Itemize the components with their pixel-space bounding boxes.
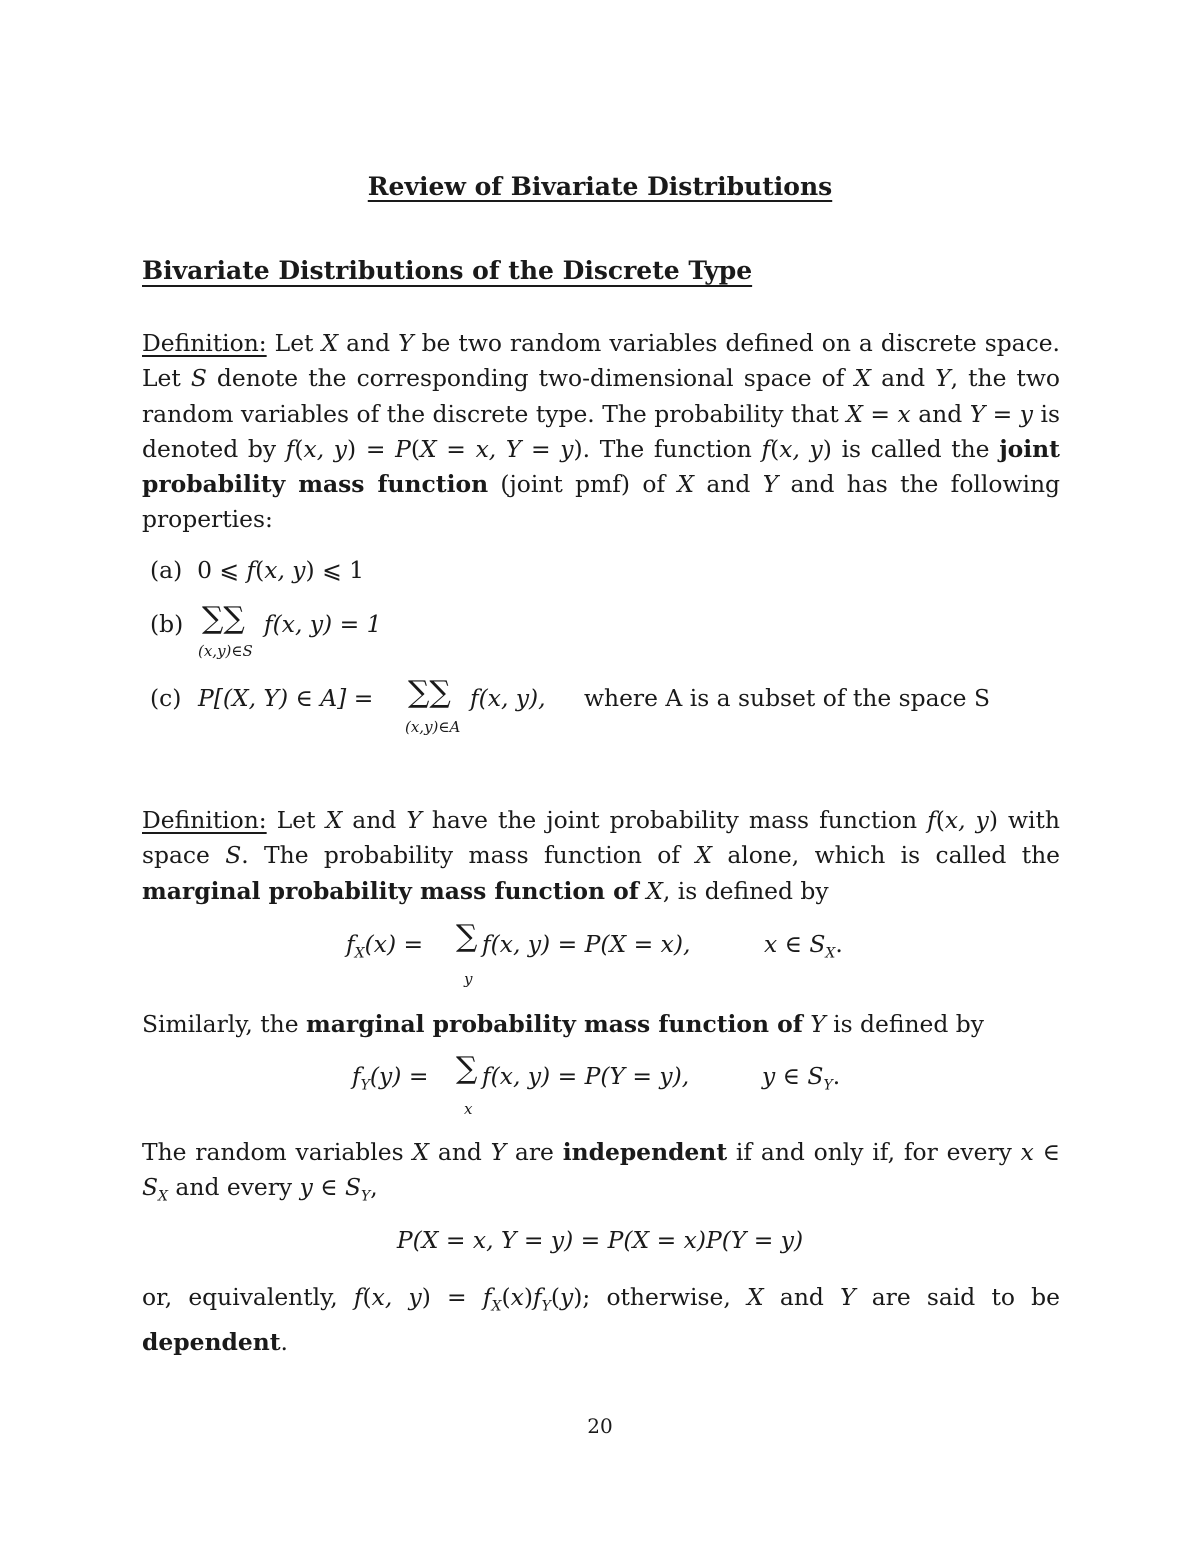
equation-marginal-x-sum <box>456 919 478 954</box>
similarly-text: Similarly, the marginal probability mass function of Y is defined by <box>142 1010 984 1038</box>
definition-joint-pmf <box>142 326 1060 538</box>
equation-independence: P(X = x, Y = y) = P(X = x)P(Y = y) <box>396 1226 804 1254</box>
definition-marginal-pmf <box>142 803 1060 909</box>
property-label: (a) <box>150 556 183 584</box>
equation-marginal-y-rest: f(x, y) = P(Y = y), <box>482 1062 690 1090</box>
property-c-sum-index: (x,y)∈A <box>405 718 461 736</box>
property-b-sum <box>202 601 245 636</box>
property-c <box>150 684 181 712</box>
property-label: (c) <box>150 684 182 712</box>
property-b-rest: f(x, y) = 1 <box>264 610 382 638</box>
independence-text: The random variables X and Y are independent if and only if, for every x ∈ $S_X$ and every y ∈ $S_Y$, <box>142 1138 1060 1205</box>
property-a <box>150 556 364 584</box>
definition-text: Let X and Y have the joint probability mass function f(x, y) with space S. The probability mass function of X alone, which is called the marginal probability mass function of X, is defined by <box>142 806 1060 905</box>
equation-marginal-x-rest: f(x, y) = P(X = x), <box>482 930 691 958</box>
equation-marginal-x-index: y <box>464 970 473 988</box>
definition-text: Let X and Y be two random variables defined on a discrete space. Let S denote the corresponding two-dimensional space of X and Y, the two random variables of the discrete type. The probability that X = x and Y = y is denoted by f(x, y) = P(X = x, Y = y). The function f(x, y) is called the joint probability mass function (joint pmf) of X and Y and has the following properties: <box>142 329 1061 534</box>
page-title: Review of Bivariate Distributions <box>367 172 833 201</box>
equation-marginal-y-domain: y ∈ $S_Y$. <box>762 1062 841 1094</box>
definition-label: Definition: <box>142 806 267 834</box>
equation-marginal-x-domain: x ∈ $S_X$. <box>764 930 843 962</box>
property-c-sum <box>408 675 451 710</box>
property-c-rest: f(x, y), <box>470 684 546 712</box>
equation-marginal-y-sum <box>456 1051 478 1086</box>
page-number: 20 <box>587 1414 613 1438</box>
summation-symbol: ∑∑ <box>202 601 245 636</box>
property-b-sum-index: (x,y)∈S <box>198 642 253 660</box>
property-c-note: where A is a subset of the space S <box>584 684 990 712</box>
property-b <box>150 610 183 638</box>
property-label: (b) <box>150 610 184 638</box>
definition-label: Definition: <box>142 329 267 357</box>
summation-symbol: ∑∑ <box>408 675 451 710</box>
property-c-lhs: P[(X, Y) ∈ A] = <box>198 684 374 712</box>
section-heading: Bivariate Distributions of the Discrete Type <box>142 256 753 285</box>
equivalently-text: or, equivalently, f(x, $y) = f_X(x)f_Y(y)$; otherwise, X and Y are said to be dependent. <box>142 1283 1060 1356</box>
equation-marginal-y-index: x <box>464 1100 473 1118</box>
equation-marginal-y: $f_Y(y)$ = <box>352 1062 429 1094</box>
equation-marginal-x: $f_X(x)$ = <box>346 930 424 962</box>
summation-symbol: ∑ <box>456 1051 478 1086</box>
property-formula: 0 ⩽ f(x, y) ⩽ 1 <box>197 556 365 584</box>
summation-symbol: ∑ <box>456 919 478 954</box>
